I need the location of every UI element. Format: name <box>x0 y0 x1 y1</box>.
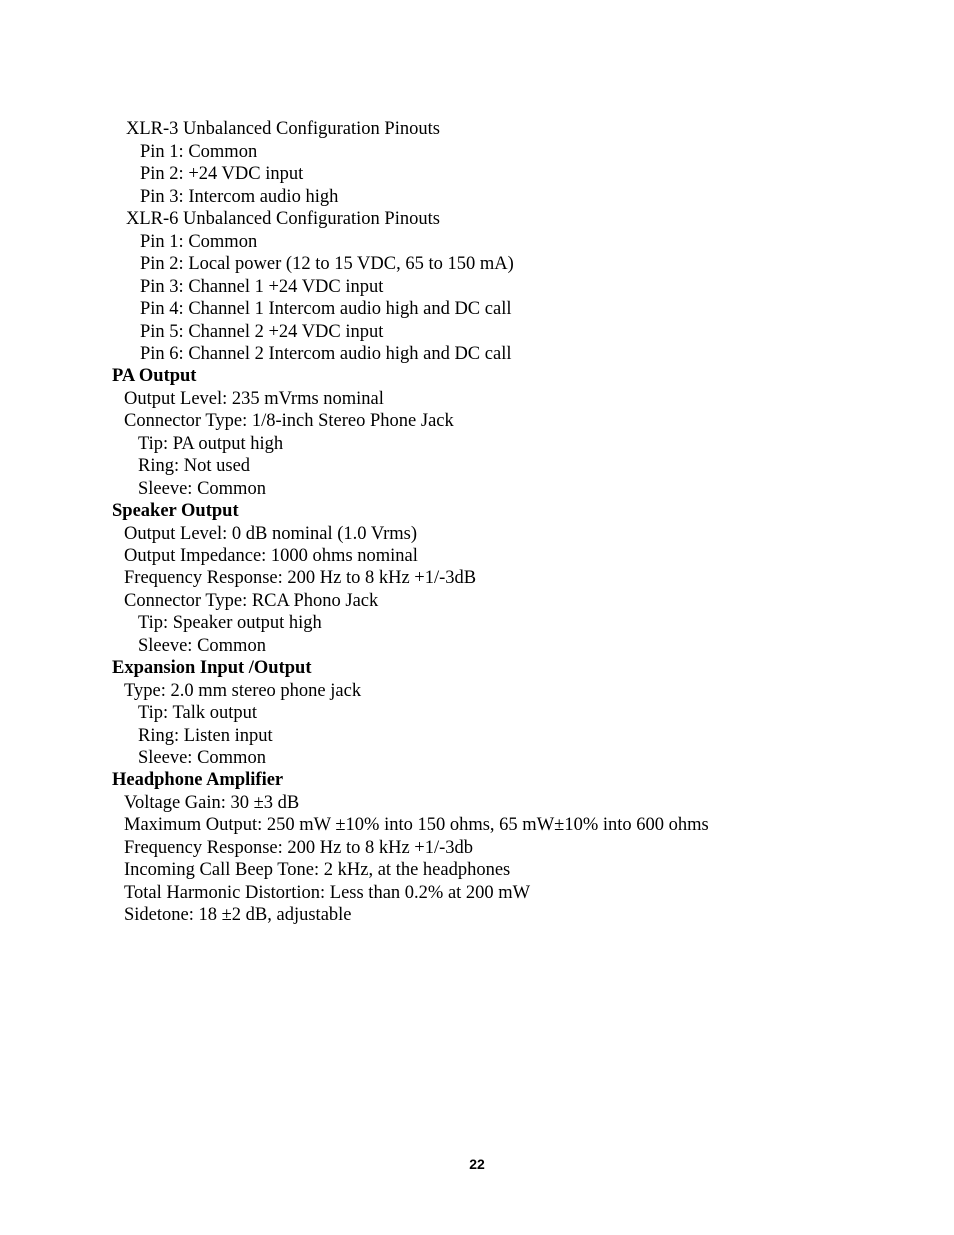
speaker-output-subitem: Sleeve: Common <box>138 636 266 656</box>
speaker-output-item: Output Impedance: 1000 ohms nominal <box>124 546 418 566</box>
xlr6-pin-6: Pin 6: Channel 2 Intercom audio high and DC call <box>140 344 512 364</box>
xlr6-title: XLR-6 Unbalanced Configuration Pinouts <box>126 209 440 229</box>
pa-output-subitem: Sleeve: Common <box>138 479 266 499</box>
headphone-item: Total Harmonic Distortion: Less than 0.2% at 200 mW <box>124 883 531 903</box>
xlr6-pin-1: Pin 1: Common <box>140 232 258 252</box>
headphone-item: Maximum Output: 250 mW ±10% into 150 ohms, 65 mW±10% into 600 ohms <box>124 815 709 835</box>
expansion-heading: Expansion Input /Output <box>112 658 312 678</box>
speaker-output-item: Connector Type: RCA Phono Jack <box>124 591 379 611</box>
page-number: 22 <box>469 1156 485 1172</box>
xlr3-title: XLR-3 Unbalanced Configuration Pinouts <box>126 119 440 139</box>
xlr6-pin-2: Pin 2: Local power (12 to 15 VDC, 65 to 150 mA) <box>140 254 514 274</box>
xlr6-pin-4: Pin 4: Channel 1 Intercom audio high and DC call <box>140 299 512 319</box>
headphone-heading: Headphone Amplifier <box>112 770 284 790</box>
pa-output-item: Output Level: 235 mVrms nominal <box>124 389 384 409</box>
xlr6-pin-3: Pin 3: Channel 1 +24 VDC input <box>140 277 384 297</box>
pa-output-heading: PA Output <box>112 366 197 386</box>
xlr3-pin-3: Pin 3: Intercom audio high <box>140 187 339 207</box>
headphone-item: Sidetone: 18 ±2 dB, adjustable <box>124 905 352 925</box>
expansion-item: Type: 2.0 mm stereo phone jack <box>124 681 362 701</box>
speaker-output-item: Frequency Response: 200 Hz to 8 kHz +1/-3dB <box>124 568 477 588</box>
speaker-output-subitem: Tip: Speaker output high <box>138 613 322 633</box>
speaker-output-heading: Speaker Output <box>112 501 239 521</box>
pa-output-subitem: Ring: Not used <box>138 456 251 476</box>
expansion-subitem: Ring: Listen input <box>138 726 273 746</box>
speaker-output-item: Output Level: 0 dB nominal (1.0 Vrms) <box>124 524 417 544</box>
xlr3-pin-1: Pin 1: Common <box>140 142 258 162</box>
headphone-item: Frequency Response: 200 Hz to 8 kHz +1/-3db <box>124 838 474 858</box>
pa-output-item: Connector Type: 1/8-inch Stereo Phone Jack <box>124 411 454 431</box>
headphone-item: Incoming Call Beep Tone: 2 kHz, at the headphones <box>124 860 511 880</box>
expansion-subitem: Tip: Talk output <box>138 703 257 723</box>
pa-output-subitem: Tip: PA output high <box>138 434 284 454</box>
expansion-subitem: Sleeve: Common <box>138 748 266 768</box>
headphone-item: Voltage Gain: 30 ±3 dB <box>124 793 300 813</box>
xlr6-pin-5: Pin 5: Channel 2 +24 VDC input <box>140 322 384 342</box>
xlr3-pin-2: Pin 2: +24 VDC input <box>140 164 304 184</box>
